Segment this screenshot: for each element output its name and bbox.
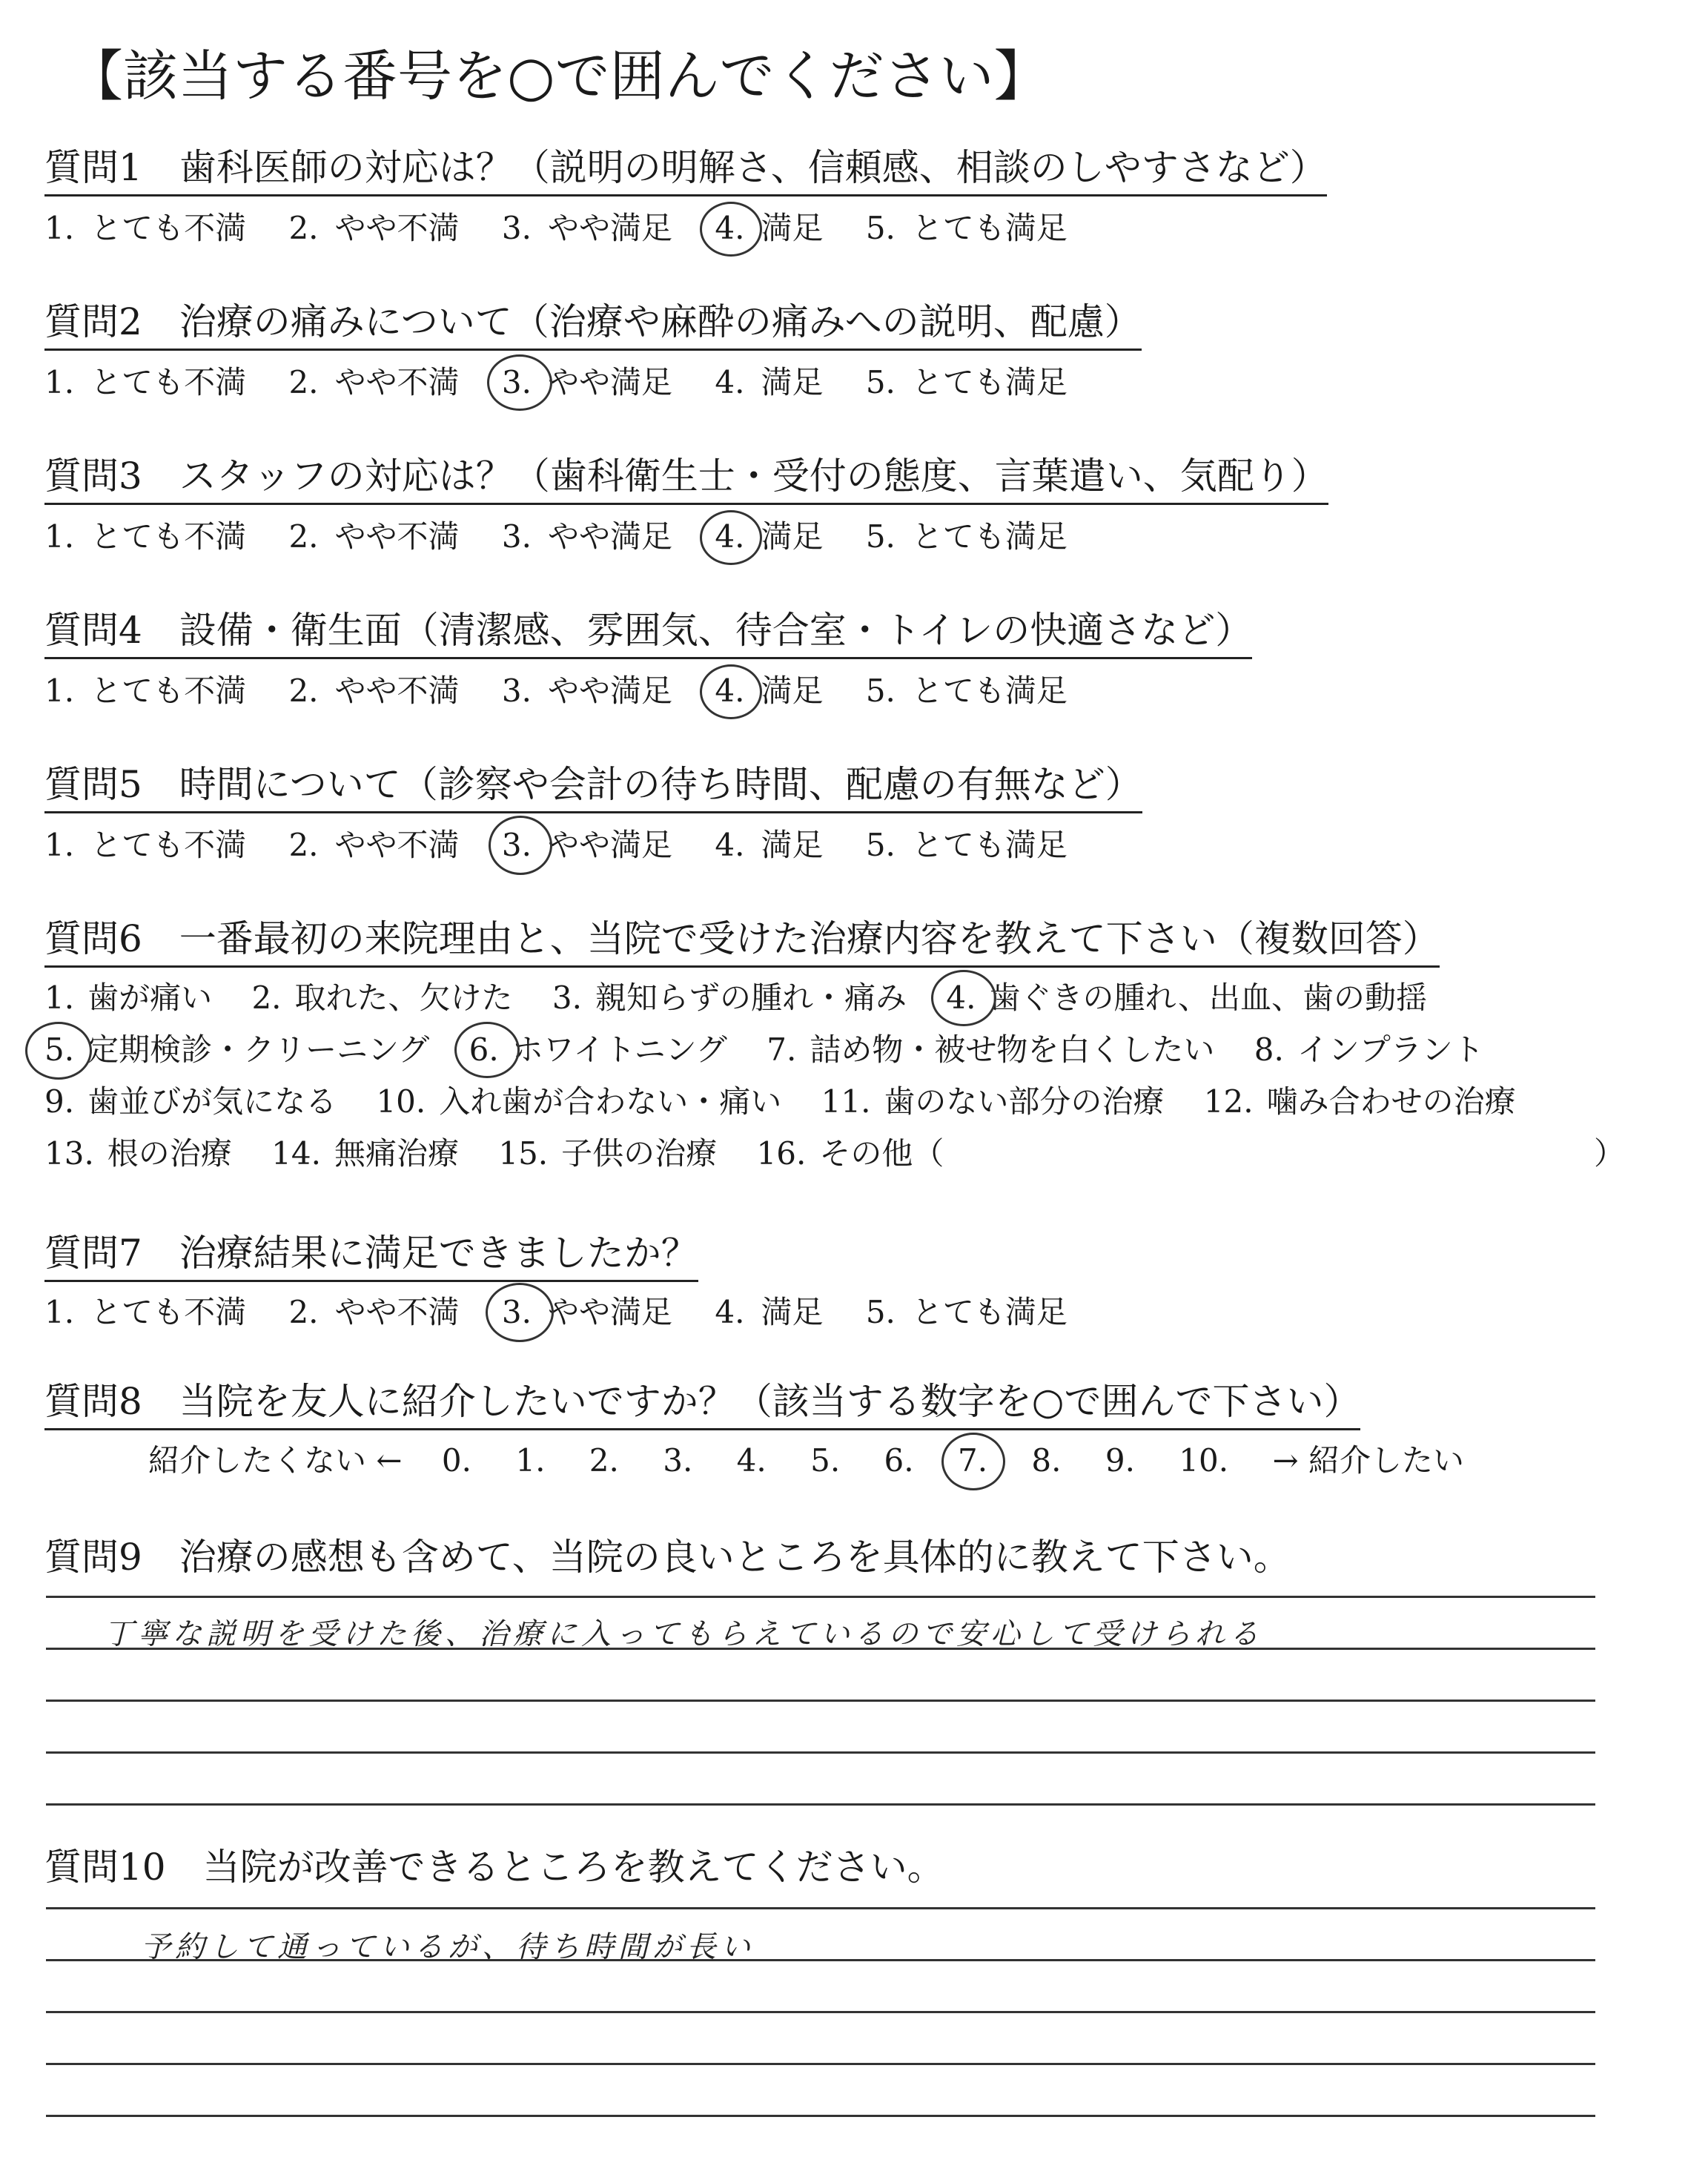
q7-option-2[interactable]: 2. やや不満 xyxy=(288,1294,460,1330)
q2-option-3[interactable]: 3. やや満足 xyxy=(502,363,672,402)
q6-option-13[interactable]: 13. 根の治療 xyxy=(44,1135,232,1172)
q9-handwritten-answer[interactable]: 丁寧な説明を受けた後、治療に入ってもらえているので安心して受けられる xyxy=(104,1617,1263,1651)
answer-line xyxy=(46,1700,1595,1702)
q2-option-5[interactable]: 5. とても満足 xyxy=(865,364,1068,400)
q1-option-1[interactable]: 1. とても不満 xyxy=(44,210,247,246)
q6-option-14[interactable]: 14. 無痛治療 xyxy=(271,1135,459,1172)
q5-option-5[interactable]: 5. とても満足 xyxy=(865,827,1068,863)
q6-row-2 xyxy=(44,1031,1514,1069)
q6-row-3 xyxy=(44,1083,1546,1121)
q4-option-1[interactable]: 1. とても不満 xyxy=(44,673,247,709)
question-2-options xyxy=(44,363,1100,402)
q6-option-7[interactable]: 7. 詰め物・被せ物を白くしたい xyxy=(767,1031,1215,1068)
question-6-title: 質問6 一番最初の来院理由と、当院で受けた治療内容を教えて下さい（複数回答） xyxy=(44,916,1440,968)
q6-option-3[interactable]: 3. 親知らずの腫れ・痛み xyxy=(552,980,907,1016)
question-2-title: 質問2 治療の痛みについて（治療や麻酔の痛みへの説明、配慮） xyxy=(44,300,1142,351)
q3-option-2[interactable]: 2. やや不満 xyxy=(288,518,460,555)
answer-line xyxy=(46,1959,1595,1961)
q1-option-4[interactable]: 4. 満足 xyxy=(715,209,823,248)
q8-scale xyxy=(148,1441,1464,1480)
question-4-title: 質問4 設備・衛生面（清潔感、雰囲気、待合室・トイレの快適さなど） xyxy=(44,608,1252,659)
q6-option-10[interactable]: 10. 入れ歯が合わない・痛い xyxy=(376,1083,782,1120)
q8-score-2[interactable]: 2. xyxy=(589,1442,619,1479)
q8-score-6[interactable]: 6. xyxy=(884,1442,914,1479)
answer-line xyxy=(46,1803,1595,1806)
q1-option-2[interactable]: 2. やや不満 xyxy=(288,210,460,246)
q3-option-3[interactable]: 3. やや満足 xyxy=(501,518,672,555)
q6-option-5[interactable]: 5. 定期検診・クリーニング xyxy=(44,1031,429,1069)
q6-row-1 xyxy=(44,979,1457,1017)
q6-option-8[interactable]: 8. インプラント xyxy=(1254,1031,1484,1068)
q8-score-10[interactable]: 10. xyxy=(1179,1442,1229,1479)
q6-other-close-paren: ） xyxy=(1594,1135,1626,1172)
q5-option-1[interactable]: 1. とても不満 xyxy=(44,827,247,863)
q6-option-6[interactable]: 6. ホワイトニング xyxy=(469,1031,727,1069)
question-7-title: 質問7 治療結果に満足できましたか？ xyxy=(44,1231,698,1282)
q8-score-7[interactable]: 7. xyxy=(958,1441,987,1480)
q2-option-4[interactable]: 4. 満足 xyxy=(715,364,824,400)
q5-option-2[interactable]: 2. やや不満 xyxy=(288,827,460,863)
q7-option-5[interactable]: 5. とても満足 xyxy=(865,1294,1068,1330)
q6-row-4 xyxy=(44,1135,973,1173)
answer-line xyxy=(46,2063,1595,2065)
question-1-options xyxy=(44,209,1100,248)
q4-option-5[interactable]: 5. とても満足 xyxy=(865,673,1068,709)
q8-score-3[interactable]: 3. xyxy=(663,1442,693,1479)
q6-option-16[interactable]: 16. その他（ xyxy=(756,1135,944,1172)
q3-option-5[interactable]: 5. とても満足 xyxy=(865,518,1068,555)
q8-score-0[interactable]: 0. xyxy=(441,1442,471,1479)
q8-score-5[interactable]: 5. xyxy=(810,1442,841,1479)
q6-option-11[interactable]: 11. 歯のない部分の治療 xyxy=(821,1083,1165,1120)
q3-option-4[interactable]: 4. 満足 xyxy=(715,518,823,556)
question-5-options xyxy=(44,826,1100,865)
q3-option-1[interactable]: 1. とても不満 xyxy=(44,518,247,555)
page-header: 【該当する番号を○で囲んでください】 xyxy=(68,44,1049,108)
q6-option-9[interactable]: 9. 歯並びが気になる xyxy=(44,1083,337,1120)
q8-score-9[interactable]: 9. xyxy=(1105,1442,1135,1479)
q1-option-3[interactable]: 3. やや満足 xyxy=(501,210,672,246)
q5-option-3[interactable]: 3. やや満足 xyxy=(502,826,672,865)
q8-right-label: → 紹介したい xyxy=(1272,1442,1464,1479)
q7-option-3[interactable]: 3. やや満足 xyxy=(502,1293,672,1332)
q7-option-1[interactable]: 1. とても不満 xyxy=(44,1294,247,1330)
question-9-title: 質問9 治療の感想も含めて、当院の良いところを具体的に教えて下さい。 xyxy=(44,1536,1291,1579)
q4-option-2[interactable]: 2. やや不満 xyxy=(288,673,460,709)
q5-option-4[interactable]: 4. 満足 xyxy=(715,827,824,863)
q7-option-4[interactable]: 4. 満足 xyxy=(715,1294,824,1330)
answer-line xyxy=(46,1596,1595,1598)
q6-option-4[interactable]: 4. 歯ぐきの腫れ、出血、歯の動揺 xyxy=(946,979,1427,1017)
q8-score-1[interactable]: 1. xyxy=(515,1442,546,1479)
answer-line xyxy=(46,2011,1595,2013)
q4-option-3[interactable]: 3. やや満足 xyxy=(501,673,672,709)
answer-line xyxy=(46,1751,1595,1754)
question-7-options xyxy=(44,1293,1100,1332)
question-1-title: 質問1 歯科医師の対応は？（説明の明解さ、信頼感、相談のしやすさなど） xyxy=(44,145,1327,196)
q1-option-5[interactable]: 5. とても満足 xyxy=(865,210,1068,246)
q8-score-8[interactable]: 8. xyxy=(1031,1442,1062,1479)
q6-option-15[interactable]: 15. 子供の治療 xyxy=(498,1135,718,1172)
q10-handwritten-answer[interactable]: 予約して通っているが、待ち時間が長い xyxy=(141,1930,755,1964)
question-3-options xyxy=(44,518,1100,556)
question-3-title: 質問3 スタッフの対応は？（歯科衛生士・受付の態度、言葉遣い、気配り） xyxy=(44,454,1328,505)
q6-option-12[interactable]: 12. 噛み合わせの治療 xyxy=(1203,1083,1516,1120)
q8-left-label: 紹介したくない ← xyxy=(148,1442,403,1479)
question-8-title: 質問8 当院を友人に紹介したいですか？（該当する数字を○で囲んで下さい） xyxy=(44,1379,1360,1430)
q8-score-4[interactable]: 4. xyxy=(736,1442,767,1479)
question-10-title: 質問10 当院が改善できるところを教えてください。 xyxy=(44,1846,944,1889)
q4-option-4[interactable]: 4. 満足 xyxy=(715,672,823,710)
answer-line xyxy=(46,2115,1595,2117)
question-4-options xyxy=(44,672,1100,710)
q6-option-1[interactable]: 1. 歯が痛い xyxy=(44,980,213,1016)
question-5-title: 質問5 時間について（診察や会計の待ち時間、配慮の有無など） xyxy=(44,762,1142,813)
q6-option-2[interactable]: 2. 取れた、欠けた xyxy=(251,980,513,1016)
q2-option-1[interactable]: 1. とても不満 xyxy=(44,364,247,400)
answer-line xyxy=(46,1648,1595,1650)
answer-line xyxy=(46,1907,1595,1909)
q2-option-2[interactable]: 2. やや不満 xyxy=(288,364,460,400)
